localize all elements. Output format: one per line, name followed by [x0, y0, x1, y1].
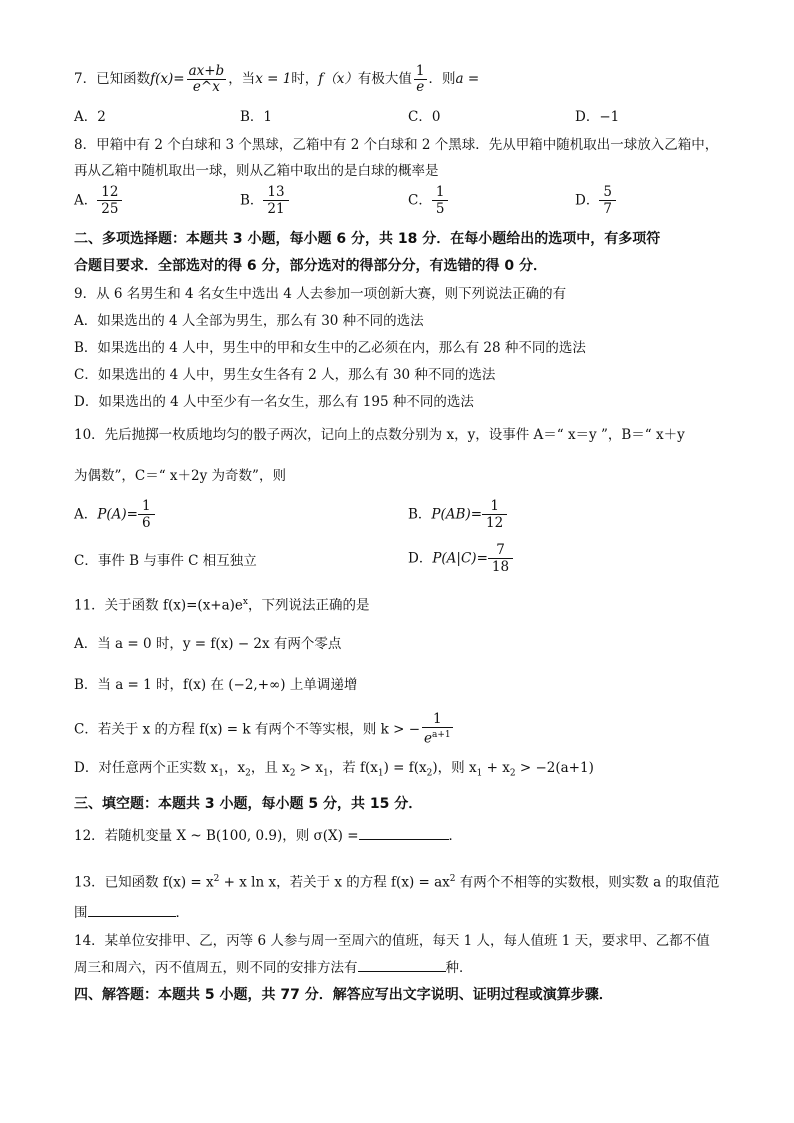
q7-max-fraction: $\frac{1}{e}$	[415, 63, 425, 95]
q9-option-b[interactable]: B．如果选出的 4 人中，男生中的甲和女生中的乙必须在内，那么有 28 种不同的选法	[74, 340, 586, 356]
q14-line2: 周三和周六，丙不值周五，则不同的安排方法有 种．	[74, 960, 473, 976]
q14-line1: 14．某单位安排甲、乙，丙等 6 人参与周一至周六的值班，每天 1 人，每人值班 1 天，要求甲、乙都不值	[74, 933, 710, 949]
q13-answer-blank[interactable]	[88, 903, 176, 917]
q8-line2: 再从乙箱中随机取出一球，则从乙箱中取出的是白球的概率是	[74, 163, 439, 179]
q10-option-a[interactable]: A．P(A)= $\frac{1}{6}$	[74, 498, 155, 531]
q11-option-c[interactable]: C．若关于 x 的方程 f(x) = k 有两个不等实根，则 k > − $\frac{1}{e^{a+1}}$	[74, 711, 451, 747]
q8-option-b[interactable]: B． $\frac{13}{21}$	[240, 184, 289, 217]
q7-option-a[interactable]: A．2	[74, 109, 106, 125]
q9-option-d[interactable]: D．如果选出的 4 人中至少有一名女生，那么有 195 种不同的选法	[74, 394, 474, 410]
q11-option-d[interactable]: D．对任意两个正实数 $x_1$，$x_2$，且 $x_2 > x_1$，若 $f(x_1) = f(x_2)$，则 $x_1 + x_2 > -2(a+1)$	[74, 760, 594, 779]
q8-option-d[interactable]: D． $\frac{5}{7}$	[575, 184, 616, 217]
q10-option-c[interactable]: C．事件 B 与事件 C 相互独立	[74, 553, 257, 569]
q12-answer-blank[interactable]	[359, 826, 449, 840]
section2-heading-line1: 二、多项选择题：本题共 3 小题，每小题 6 分，共 18 分．在每小题给出的选项中，有多项符	[74, 231, 661, 247]
q8-option-a[interactable]: A． $\frac{12}{25}$	[74, 184, 122, 217]
section4-heading: 四、解答题：本题共 5 小题，共 77 分．解答应写出文字说明、证明过程或演算步骤．	[74, 987, 613, 1003]
q10-option-d[interactable]: D．P(A|C)= $\frac{7}{18}$	[408, 542, 513, 575]
q7-option-c[interactable]: C．0	[408, 109, 441, 125]
q7-stem: 7．已知函数f(x)= $\frac{ax+b}{e\^{}x}$ ，当x = 1时，f（x）有极大值 $\frac{1}{e}$ ．则a =	[74, 63, 480, 95]
q11-stem: 11．关于函数 $f(x)=(x+a)e^x$，下列说法正确的是	[74, 597, 370, 614]
section2-heading-line2: 合题目要求．全部选对的得 6 分，部分选对的得部分分，有选错的得 0 分．	[74, 258, 547, 274]
q7-option-b[interactable]: B．1	[240, 109, 273, 125]
section3-heading: 三、填空题：本题共 3 小题，每小题 5 分，共 15 分．	[74, 796, 423, 812]
q12-stem: 12．若随机变量 X ~ B(100, 0.9)，则 σ(X) = ．	[74, 828, 463, 844]
q10-line2: 为偶数”，C＝“ x＋2y 为奇数”，则	[74, 468, 286, 484]
q10-line1: 10．先后抛掷一枚质地均匀的骰子两次，记向上的点数分别为 x，y，设事件 A＝“ x＝y ”，B＝“ x＋y	[74, 427, 685, 443]
q9-option-a[interactable]: A．如果选出的 4 人全部为男生，那么有 30 种不同的选法	[74, 313, 424, 329]
q7-stem-text: 7．已知函数	[74, 71, 151, 87]
q9-stem: 9．从 6 名男生和 4 名女生中选出 4 人去参加一项创新大赛，则下列说法正确的有	[74, 286, 567, 302]
q14-answer-blank[interactable]	[358, 958, 446, 972]
q11-option-b[interactable]: B．当 a = 1 时，f(x) 在 (−2,+∞) 上单调递增	[74, 677, 358, 693]
q8-line1: 8．甲箱中有 2 个白球和 3 个黑球，乙箱中有 2 个白球和 2 个黑球．先从甲箱中随机取出一球放入乙箱中，	[74, 137, 719, 153]
q11-option-a[interactable]: A．当 a = 0 时，y = f(x) − 2x 有两个零点	[74, 636, 342, 652]
q13-line2: 围 ．	[74, 905, 189, 921]
q8-option-c[interactable]: C． $\frac{1}{5}$	[408, 184, 448, 217]
q7-option-d[interactable]: D．−1	[575, 109, 620, 125]
q9-option-c[interactable]: C．如果选出的 4 人中，男生女生各有 2 人，那么有 30 种不同的选法	[74, 367, 496, 383]
q13-line1: 13．已知函数 $f(x) = x^2 + x$ ln x，若关于 x 的方程 $f(x) = ax^2$ 有两个不相等的实数根，则实数 a 的取值范	[74, 874, 720, 891]
q7-fraction: $\frac{ax+b}{e\^{}x}$	[188, 63, 225, 95]
q7-fx: f(x)=	[150, 71, 185, 87]
q10-option-b[interactable]: B．P(AB)= $\frac{1}{12}$	[408, 498, 507, 531]
